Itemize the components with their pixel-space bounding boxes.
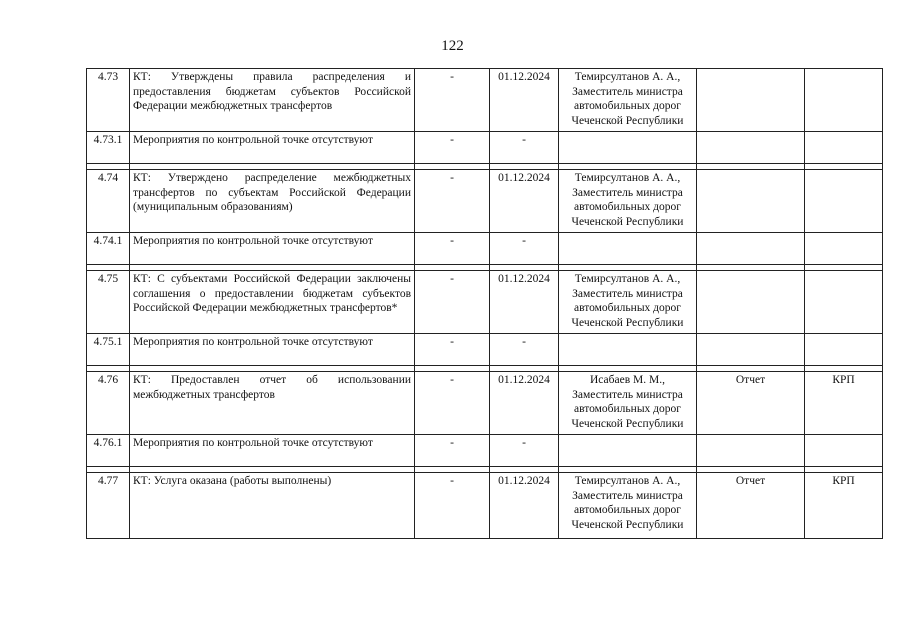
row-system	[805, 334, 883, 366]
row-start-date: -	[415, 132, 490, 164]
row-start-date: -	[415, 69, 490, 132]
row-system: КРП	[805, 372, 883, 435]
row-number: 4.76	[87, 372, 130, 435]
row-responsible: Темирсултанов А. А., Заместитель министра автомобильных дорог Чеченской Республики	[559, 271, 697, 334]
row-start-date: -	[415, 435, 490, 467]
row-document: Отчет	[697, 473, 805, 539]
row-number: 4.75	[87, 271, 130, 334]
row-document	[697, 132, 805, 164]
row-document	[697, 170, 805, 233]
row-responsible	[559, 334, 697, 366]
row-end-date: 01.12.2024	[490, 271, 559, 334]
row-start-date: -	[415, 473, 490, 539]
row-description: Мероприятия по контрольной точке отсутствуют	[130, 132, 415, 164]
table-row-4-73-1	[87, 132, 883, 164]
row-document	[697, 69, 805, 132]
row-system	[805, 435, 883, 467]
row-number: 4.74	[87, 170, 130, 233]
row-document	[697, 271, 805, 334]
row-end-date: 01.12.2024	[490, 473, 559, 539]
row-end-date: 01.12.2024	[490, 372, 559, 435]
row-system	[805, 233, 883, 265]
row-responsible: Темирсултанов А. А., Заместитель министра автомобильных дорог Чеченской Республики	[559, 473, 697, 539]
row-number: 4.73	[87, 69, 130, 132]
table-row-4-75-1	[87, 334, 883, 366]
row-start-date: -	[415, 372, 490, 435]
row-description: КТ: Утверждено распределение межбюджетных трансфертов по субъектам Российской Федерации (муниципальным образованиям)	[130, 170, 415, 233]
row-description: Мероприятия по контрольной точке отсутствуют	[130, 233, 415, 265]
row-responsible: Темирсултанов А. А., Заместитель министра автомобильных дорог Чеченской Республики	[559, 170, 697, 233]
row-start-date: -	[415, 233, 490, 265]
row-start-date: -	[415, 334, 490, 366]
row-number: 4.77	[87, 473, 130, 539]
table-row-4-76-1	[87, 435, 883, 467]
row-responsible: Темирсултанов А. А., Заместитель министра автомобильных дорог Чеченской Республики	[559, 69, 697, 132]
table-row-4-74-1	[87, 233, 883, 265]
row-number: 4.74.1	[87, 233, 130, 265]
row-number: 4.73.1	[87, 132, 130, 164]
row-description: КТ: С субъектами Российской Федерации заключены соглашения о предоставлении бюджетам субъектов Российской Федерации межбюджетных трансфертов*	[130, 271, 415, 334]
row-description: КТ: Предоставлен отчет об использовании межбюджетных трансфертов	[130, 372, 415, 435]
row-description: Мероприятия по контрольной точке отсутствуют	[130, 334, 415, 366]
row-description: Мероприятия по контрольной точке отсутствуют	[130, 435, 415, 467]
row-responsible	[559, 233, 697, 265]
row-document	[697, 334, 805, 366]
row-document: Отчет	[697, 372, 805, 435]
row-responsible	[559, 132, 697, 164]
row-document	[697, 435, 805, 467]
row-end-date: -	[490, 334, 559, 366]
row-number: 4.76.1	[87, 435, 130, 467]
row-end-date: -	[490, 233, 559, 265]
table-row-4-73	[87, 69, 883, 132]
row-start-date: -	[415, 271, 490, 334]
row-system	[805, 271, 883, 334]
row-responsible	[559, 435, 697, 467]
row-system: КРП	[805, 473, 883, 539]
table-row-4-76	[87, 372, 883, 435]
table-row-4-77	[87, 473, 883, 539]
row-description: КТ: Утверждены правила распределения и предоставления бюджетам субъектов Российской Федерации межбюджетных трансфертов	[130, 69, 415, 132]
row-start-date: -	[415, 170, 490, 233]
page-number: 122	[441, 38, 464, 54]
row-document	[697, 233, 805, 265]
row-system	[805, 69, 883, 132]
table-row-4-75	[87, 271, 883, 334]
schedule-table	[86, 68, 883, 539]
table-row-4-74	[87, 170, 883, 233]
row-end-date: -	[490, 435, 559, 467]
row-description: КТ: Услуга оказана (работы выполнены)	[130, 473, 415, 539]
row-end-date: 01.12.2024	[490, 69, 559, 132]
row-responsible: Исабаев М. М., Заместитель министра автомобильных дорог Чеченской Республики	[559, 372, 697, 435]
row-number: 4.75.1	[87, 334, 130, 366]
row-end-date: -	[490, 132, 559, 164]
row-system	[805, 132, 883, 164]
row-system	[805, 170, 883, 233]
row-end-date: 01.12.2024	[490, 170, 559, 233]
